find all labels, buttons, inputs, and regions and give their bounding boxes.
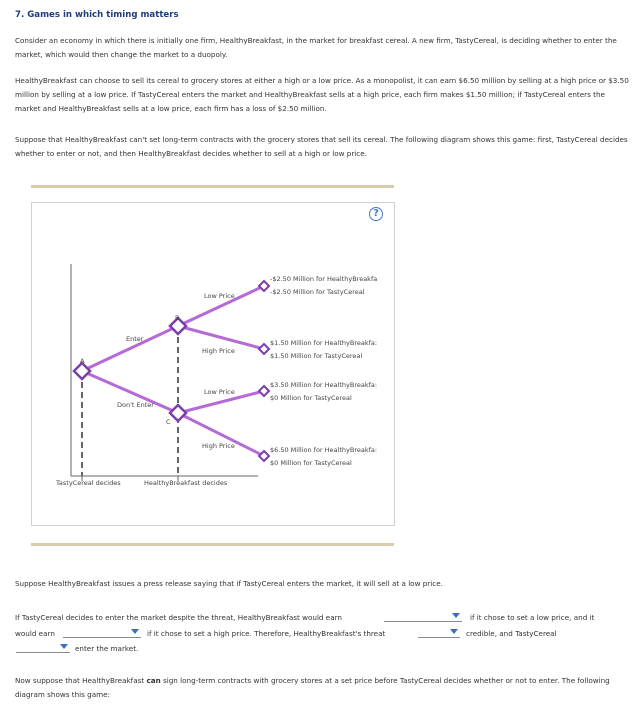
chevron-down-icon bbox=[131, 629, 139, 634]
outcome-4-tasty: $0 Million for TastyCereal bbox=[270, 459, 352, 467]
tasty-decides-label: TastyCereal decides bbox=[56, 479, 121, 487]
help-icon[interactable]: ? bbox=[369, 207, 383, 221]
chevron-down-icon bbox=[450, 629, 458, 634]
node-b-label: B bbox=[175, 314, 180, 322]
threat-credible-dropdown[interactable] bbox=[418, 627, 460, 638]
enter-market-dropdown[interactable] bbox=[16, 642, 70, 653]
outcome-2-marker bbox=[259, 344, 269, 354]
chevron-down-icon bbox=[60, 644, 68, 649]
outcome-2-tasty: $1.50 Million for TastyCereal bbox=[270, 352, 363, 360]
question-title: 7. Games in which timing matters bbox=[15, 10, 179, 20]
healthy-decides-label: HealthyBreakfast decides bbox=[144, 479, 228, 487]
outcome-3-marker bbox=[259, 386, 269, 396]
outcome-3-healthy: $3.50 Million for HealthyBreakfa: bbox=[270, 381, 378, 389]
fill-text-5: credible, and TastyCereal bbox=[466, 629, 557, 638]
outcome-1-tasty: -$2.50 Million for TastyCereal bbox=[270, 288, 365, 296]
chevron-down-icon bbox=[452, 613, 460, 618]
high-price-earnings-dropdown[interactable] bbox=[63, 627, 141, 638]
contracts-paragraph bbox=[15, 674, 629, 702]
branch-enter bbox=[82, 326, 178, 371]
node-c-label: C bbox=[166, 418, 171, 426]
fill-text-4: if it chose to set a high price. Therefore, HealthyBreakfast's threat bbox=[147, 629, 386, 638]
fill-text-3: would earn bbox=[15, 629, 55, 638]
fill-text-2: if it chose to set a low price, and it bbox=[470, 613, 595, 622]
contracts-emphasis: can bbox=[146, 676, 161, 685]
upper-high-price-label: High Price bbox=[202, 347, 235, 355]
fill-text-1: If TastyCereal decides to enter the market despite the threat, HealthyBreakfast would earn bbox=[15, 613, 342, 622]
lower-low-price-label: Low Price bbox=[204, 388, 235, 396]
dont-enter-label: Don't Enter bbox=[117, 401, 154, 409]
outcome-4-healthy: $6.50 Million for HealthyBreakfa: bbox=[270, 446, 378, 454]
outcome-1-healthy: -$2.50 Million for HealthyBreakfa bbox=[270, 275, 378, 283]
fill-text-6: enter the market. bbox=[75, 644, 139, 653]
enter-label: Enter bbox=[126, 335, 144, 343]
node-a-marker bbox=[74, 363, 90, 379]
node-c-marker bbox=[170, 405, 186, 421]
payoffs-paragraph: HealthyBreakfast can choose to sell its cereal to grocery stores at either a high or a low price. As a monopolist, it can earn $6.50 million by selling at a high price or $3.50 million by selling at a low price. If TastyCereal enters the market and HealthyBreakfast sells at a high price, each firm makes $1.50 million; if TastyCereal enters the market and HealthyBreakfast sells at a low price, each firm has a loss of $2.50 million. bbox=[15, 76, 629, 113]
intro-paragraph: Consider an economy in which there is initially one firm, HealthyBreakfast, in the market for breakfast cereal. A new firm, TastyCereal, is deciding whether to enter the market, which would then change the market to a duopoly. bbox=[15, 36, 617, 59]
outcome-2-healthy: $1.50 Million for HealthyBreakfa: bbox=[270, 339, 378, 347]
node-a-label: A bbox=[80, 357, 85, 365]
upper-low-price-label: Low Price bbox=[204, 292, 235, 300]
contracts-text: Now suppose that HealthyBreakfast can sign long-term contracts with grocery stores at a set price before TastyCereal decides whether or not to enter. The following diagram shows this game: bbox=[15, 676, 610, 699]
setup-paragraph: Suppose that HealthyBreakfast can't set long-term contracts with the grocery stores that sell its cereal. The following diagram shows this game: first, TastyCereal decides whether to enter or not, and then HealthyBreakfast decides whether to sell at a high or low price. bbox=[15, 135, 628, 158]
divider-bottom bbox=[31, 543, 394, 546]
lower-high-price-label: High Price bbox=[202, 442, 235, 450]
press-release-paragraph: Suppose HealthyBreakfast issues a press release saying that if TastyCereal enters the market, it will sell at a low price. bbox=[15, 579, 443, 588]
outcome-1-marker bbox=[259, 281, 269, 291]
low-price-earnings-dropdown[interactable] bbox=[384, 611, 462, 622]
branch-upper-high-price bbox=[178, 326, 264, 349]
outcome-4-marker bbox=[259, 451, 269, 461]
outcome-3-tasty: $0 Million for TastyCereal bbox=[270, 394, 352, 402]
